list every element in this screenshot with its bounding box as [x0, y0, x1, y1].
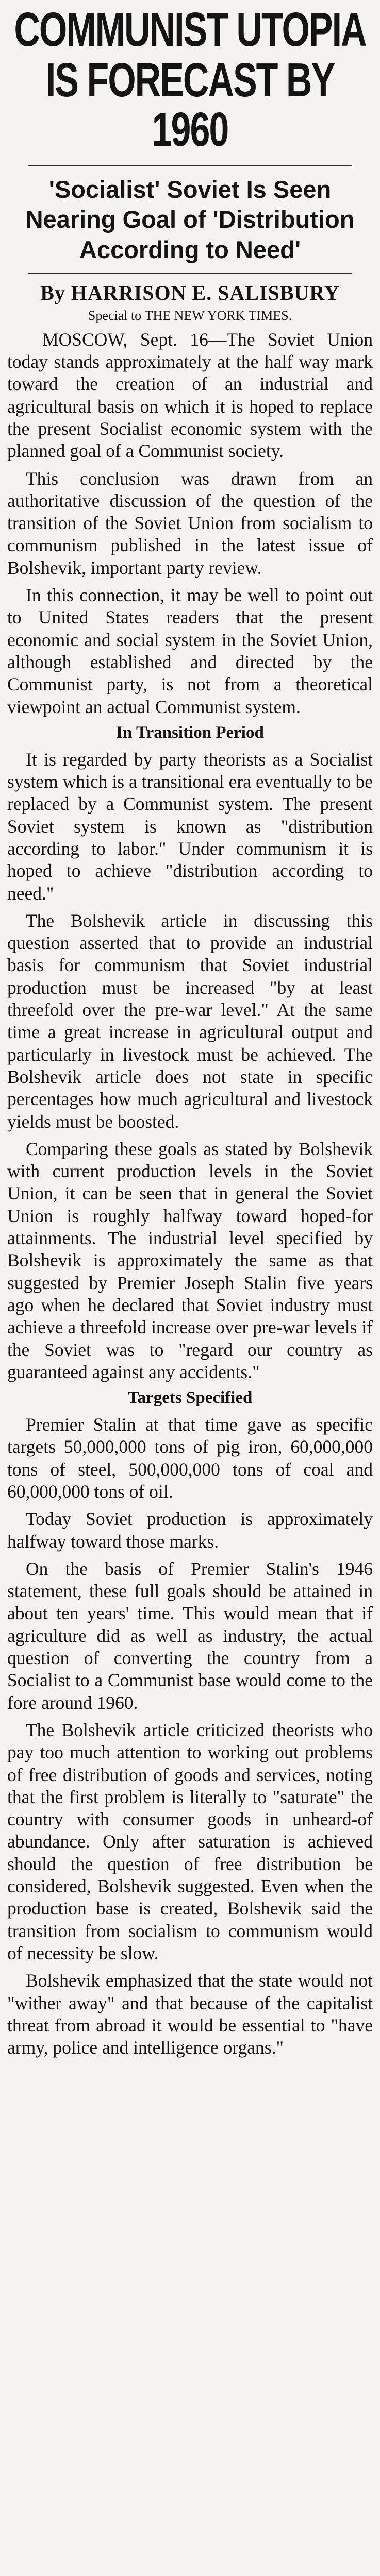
byline-author: HARRISON E. SALISBURY [71, 281, 340, 304]
byline-credit [7, 308, 373, 324]
paragraph: The Bolshevik article in discussing this question asserted that to provide an industrial basis for communism that Soviet industrial production must be increased "by at least threefold over the pre-war level." At the same time a great increase in agricultural output and particularly in livestock must be achieved. The Bolshevik article does not state in specific percentages how much agricultural and livestock yields must be boosted. [7, 910, 373, 1132]
paragraph: MOSCOW, Sept. 16—The Soviet Union today stands approximately at the half way mark toward the creation of an industrial and agricultural basis on which it is hoped to replace the present Socialist economic system with the planned goal of a Communist society. [7, 329, 373, 462]
paragraph: It is regarded by party theorists as a Socialist system which is a transitional era eventually to be replaced by a Communist system. The present Soviet system is known as "distribution according to labor." Under communism it is hoped to achieve "distribution according to need." [7, 749, 373, 904]
headline [7, 5, 373, 155]
headline-line-2: IS FORECAST BY 1960 [45, 53, 335, 157]
subhead-transition-period: In Transition Period [116, 723, 264, 742]
paragraph: This conclusion was drawn from an authoritative discussion of the question of the transition of the Soviet Union from socialism to communism published in the latest issue of Bolshevik, important party review. [7, 468, 373, 578]
article-body [7, 329, 373, 2059]
paragraph: In this connection, it may be well to point out to United States readers that the present economic and social system in the Soviet Union, although established and directed by the Communist party, is not from a theoretical viewpoint an actual Communist system. [7, 585, 373, 717]
paragraph: On the basis of Premier Stalin's 1946 statement, these full goals should be attained in about ten years' time. This would mean that if agriculture did as well as industry, the actual question of converting the country from a Socialist to a Communist base would come to the fore around 1960. [7, 1558, 373, 1713]
deck-headline: 'Socialist' Soviet Is Seen Nearing Goal of 'Distribution According to Need' [25, 175, 355, 263]
subhead-targets-specified: Targets Specified [127, 1388, 253, 1408]
paragraph: Today Soviet production is approximately halfway toward those marks. [7, 1509, 373, 1552]
byline-prefix: By [40, 281, 65, 304]
paragraph: The Bolshevik article criticized theorists who pay too much attention to working out problems of free distribution of goods and services, noting that the first problem is literally to "saturate" the country with consumer goods in unheard-of abundance. Only after saturation is achieved should the question of free distribution be considered, Bolshevik suggested. Even when the production base is created, Bolshevik said the transition from socialism to communism would of necessity be slow. [7, 1719, 373, 1963]
headline-rule [28, 165, 352, 166]
paragraph: Premier Stalin at that time gave as specific targets 50,000,000 tons of pig iron, 60,000,000 tons of steel, 500,000,000 tons of coal and 60,000,000 tons of oil. [7, 1414, 373, 1502]
deck-rule [28, 273, 352, 274]
headline-line-1: COMMUNIST UTOPIA [14, 3, 366, 57]
byline [7, 281, 373, 305]
credit-prefix: Special to [88, 308, 142, 323]
paragraph: Bolshevik emphasized that the state would not "wither away" and that because of the capitalist threat from abroad it would be essential to "have army, police and intelligence organs." [7, 1970, 373, 2058]
paragraph: Comparing these goals as stated by Bolshevik with current production levels in the Soviet Union, it can be seen that in general the Soviet Union is roughly halfway toward hoped-for attainments. The industrial level specified by Bolshevik is approximately the same as that suggested by Premier Joseph Stalin five years ago when he declared that Soviet industry must achieve a threefold increase over pre-war levels if the Soviet was to "regard our country as guaranteed against any accidents." [7, 1138, 373, 1382]
credit-paper: THE NEW YORK TIMES. [144, 308, 292, 323]
